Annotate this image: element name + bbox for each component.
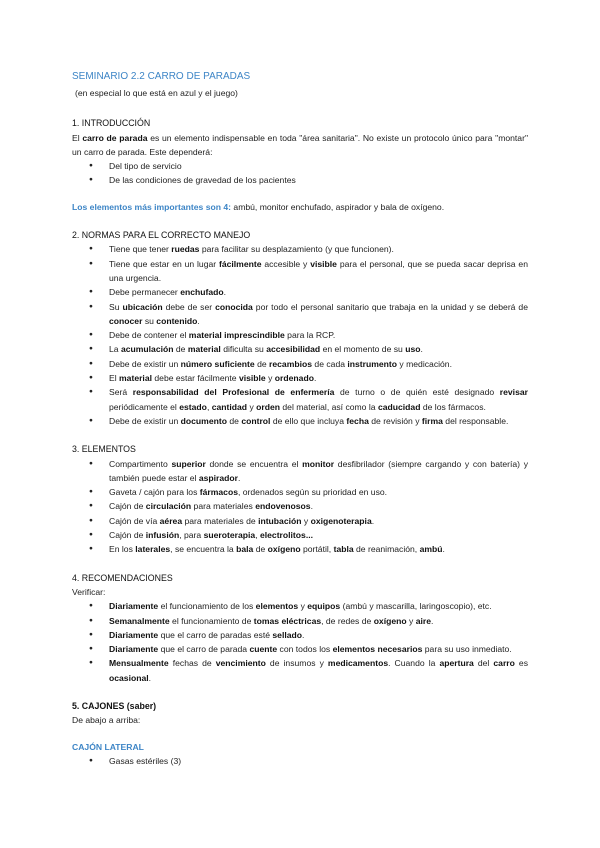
bold-text: ordenado (274, 373, 314, 384)
bold-text: monitor (302, 458, 335, 469)
list-item (72, 342, 528, 356)
text: (ambú y mascarilla, laringoscopio), etc. (340, 601, 492, 612)
text: dificulta su (220, 344, 267, 355)
bold-text: uso (405, 344, 421, 355)
text: el funcionamiento de (169, 615, 254, 626)
text: . (197, 315, 200, 326)
intro-text-c: es un elemento indispensable en toda "área sanitaria". No existe un protocolo único para "montar" un carro de parada. Este dependerá: (72, 132, 529, 157)
bold-text: documento (180, 415, 227, 426)
list-item (72, 457, 528, 486)
bold-text: oxigenoterapia (310, 515, 372, 526)
bold-text: laterales (135, 544, 171, 555)
section-1-heading: 1. INTRODUCCIÓN (72, 118, 151, 129)
list-item (72, 242, 528, 256)
bold-text: sueroterapia (203, 530, 256, 541)
text: debe estar fácilmente (152, 373, 239, 384)
important-elements (72, 200, 528, 214)
list-item (72, 328, 528, 342)
text: y medicación. (397, 358, 452, 369)
bold-text: ubicación (122, 301, 163, 312)
bold-text: aire (415, 615, 432, 626)
bold-text: visible (238, 373, 266, 384)
bold-text: Mensualmente (109, 658, 169, 669)
text: que el carro de parada (158, 644, 250, 655)
bold-text: recambios (269, 358, 313, 369)
list-item (72, 499, 528, 513)
text: Su (109, 301, 123, 312)
bold-text: electrolitos... (259, 530, 313, 541)
text: La (109, 344, 121, 355)
text: Debe de contener el (109, 330, 189, 341)
lateral-drawer-heading: CAJÓN LATERAL (72, 741, 144, 752)
bold-text: estado (179, 401, 207, 412)
bold-text: endovenosos (255, 501, 311, 512)
bold-text: superior (171, 458, 206, 469)
intro-paragraph (72, 131, 528, 160)
bold-text: cantidad (211, 401, 248, 412)
text: de (254, 358, 270, 369)
text: En los (109, 544, 136, 555)
text: de (226, 415, 242, 426)
text: para la RCP. (284, 330, 336, 341)
text: , de redes de (321, 615, 374, 626)
bold-text: equipos (307, 601, 341, 612)
text: Tiene que estar en un lugar (109, 258, 219, 269)
important-label: Los elementos más importantes son 4: (72, 201, 232, 212)
list-item (72, 614, 528, 628)
bold-text: ambú (419, 544, 443, 555)
text: . (431, 615, 434, 626)
text: de ello que incluya (270, 415, 347, 426)
list-item (72, 485, 528, 499)
bold-text: Diariamente (109, 629, 159, 640)
bold-text: aérea (159, 515, 183, 526)
text: para materiales de (182, 515, 259, 526)
text: y (406, 615, 416, 626)
list-item (72, 414, 528, 428)
list-item (72, 599, 528, 613)
bold-text: visible (310, 258, 337, 269)
text: del material, así como la (280, 401, 378, 412)
text: Gaveta / cajón para los (109, 487, 200, 498)
text: el funcionamiento de los (158, 601, 256, 612)
list-item: ● Gasas estériles (3) (72, 754, 528, 768)
text: Cajón de vía (109, 515, 160, 526)
text: de los fármacos. (420, 401, 486, 412)
bold-text: Diariamente (109, 601, 159, 612)
bold-text: fácilmente (218, 258, 262, 269)
bold-text: material (187, 344, 221, 355)
bold-text: circulación (145, 501, 192, 512)
text: y (301, 515, 311, 526)
bold-text: responsabilidad del Profesional de enfermería (132, 387, 335, 398)
text: para materiales (191, 501, 256, 512)
text: , (255, 530, 260, 541)
bold-text: infusión (145, 530, 180, 541)
norms-list (72, 242, 528, 428)
bold-text: elementos necesarios (332, 644, 423, 655)
text: del responsable. (442, 415, 509, 426)
bold-text: revisar (499, 387, 528, 398)
text: Cajón de (109, 501, 146, 512)
text: . (148, 672, 152, 683)
bold-text: orden (256, 401, 281, 412)
text: . (371, 515, 375, 526)
list-item: ● De las condiciones de gravedad de los pacientes (72, 173, 528, 187)
bold-text: carro (493, 658, 515, 669)
list-item (72, 257, 528, 286)
recommendations-list (72, 599, 528, 685)
bold-text: apertura (439, 658, 474, 669)
bold-text: Semanalmente (109, 615, 170, 626)
text: del (473, 658, 494, 669)
text: . (302, 629, 305, 640)
important-text: ambú, monitor enchufado, aspirador y bala de oxígeno. (231, 201, 445, 212)
bold-text: conocer (109, 315, 143, 326)
list-item (72, 357, 528, 371)
bold-text: Diariamente (109, 644, 159, 655)
text: debe de ser (162, 301, 216, 312)
section-3-heading: 3. ELEMENTOS (72, 444, 136, 455)
bold-text: elementos (255, 601, 299, 612)
document-title: SEMINARIO 2.2 CARRO DE PARADAS (72, 71, 251, 82)
text: y (265, 373, 275, 384)
bold-text: vencimiento (215, 658, 266, 669)
text: de revisión y (368, 415, 422, 426)
text: es (514, 658, 529, 669)
bold-text: accesibilidad (266, 344, 321, 355)
text: Será (109, 387, 133, 398)
bold-text: material imprescindible (188, 330, 285, 341)
bold-text: material (119, 373, 152, 384)
text: . (238, 472, 241, 483)
elements-list (72, 457, 528, 557)
bold-text: control (241, 415, 271, 426)
text: Debe permanecer (109, 287, 181, 298)
text: para el personal, que se pueda sacar deprisa en una urgencia. (109, 258, 528, 283)
bold-text: oxígeno (267, 544, 301, 555)
bold-text: enchufado (180, 287, 224, 298)
bold-text: firma (421, 415, 443, 426)
text: de turno o de quién esté designado (334, 387, 500, 398)
list-item (72, 542, 528, 556)
text: accesible y (261, 258, 311, 269)
text: . (442, 544, 445, 555)
bold-text: ruedas (171, 244, 200, 255)
bold-text: ocasional (109, 672, 149, 683)
list-item (72, 642, 528, 656)
text: de cada (312, 358, 348, 369)
text: en el momento de su (320, 344, 406, 355)
text: desfibrilador (siempre cargando y con batería) y también puede estar el (109, 458, 529, 483)
text: portátil, (300, 544, 334, 555)
text: Tiene que tener (109, 244, 172, 255)
verify-label: Verificar: (72, 586, 106, 597)
list-item (72, 656, 528, 685)
text: Debe de existir un (109, 358, 181, 369)
text: con todos los (277, 644, 333, 655)
section-5-heading: 5. CAJONES (saber) (72, 700, 157, 711)
section-4-heading: 4. RECOMENDACIONES (72, 572, 173, 583)
text: . (313, 373, 317, 384)
bold-text: bala (236, 544, 254, 555)
bold-text: número suficiente (180, 358, 255, 369)
text: su (142, 315, 157, 326)
text: de (253, 544, 268, 555)
text: , (206, 401, 212, 412)
text: fechas de (168, 658, 216, 669)
list-item (72, 300, 528, 329)
text: de (173, 344, 188, 355)
text: Cajón de (109, 530, 146, 541)
text: para su uso inmediato. (422, 644, 512, 655)
bold-text: tomas eléctricas (253, 615, 322, 626)
text: , ordenados según su prioridad en uso. (237, 487, 388, 498)
text: y (298, 601, 308, 612)
list-item: ● Del tipo de servicio (72, 159, 528, 173)
text: de insumos y (265, 658, 328, 669)
text: y (247, 401, 257, 412)
intro-list (72, 159, 528, 188)
list-item (72, 528, 528, 542)
intro-bold: carro de parada (82, 132, 148, 143)
text: . (420, 344, 423, 355)
bold-text: acumulación (120, 344, 174, 355)
order-label: De abajo a arriba: (72, 715, 141, 726)
list-item (72, 385, 528, 414)
list-item (72, 285, 528, 299)
lateral-drawer-list (72, 754, 528, 768)
text: para facilitar su desplazamiento (y que funcionen). (199, 244, 394, 255)
text: . (310, 501, 313, 512)
bold-text: fecha (346, 415, 369, 426)
bold-text: tabla (333, 544, 354, 555)
text: El (109, 373, 120, 384)
text: , para (179, 530, 204, 541)
bold-text: aspirador (198, 472, 238, 483)
bold-text: contenido (156, 315, 198, 326)
section-2-heading: 2. NORMAS PARA EL CORRECTO MANEJO (72, 230, 251, 241)
text: donde se encuentra el (205, 458, 303, 469)
text: periódicamente el (109, 401, 180, 412)
bold-text: medicamentos (327, 658, 389, 669)
text: , se encuentra la (170, 544, 237, 555)
bold-text: sellado (272, 629, 303, 640)
bold-text: intubación (258, 515, 302, 526)
text: . Cuando la (388, 658, 440, 669)
text: Compartimento (109, 458, 172, 469)
text: por todo el personal sanitario que trabaja en la unidad y se deberá de (252, 301, 528, 312)
document-subtitle: (en especial lo que está en azul y el juego) (75, 88, 238, 98)
bold-text: instrumento (347, 358, 398, 369)
bold-text: cuente (249, 644, 278, 655)
list-item (72, 628, 528, 642)
bold-text: conocida (215, 301, 253, 312)
text: Debe de existir un (109, 415, 181, 426)
intro-text-a: El (72, 132, 83, 143)
bold-text: oxígeno (373, 615, 407, 626)
list-item (72, 371, 528, 385)
text: . (223, 287, 227, 298)
text: que el carro de paradas esté (158, 629, 273, 640)
bold-text: caducidad (377, 401, 421, 412)
text: de reanimación, (353, 544, 420, 555)
list-item (72, 514, 528, 528)
bold-text: fármacos (199, 487, 238, 498)
